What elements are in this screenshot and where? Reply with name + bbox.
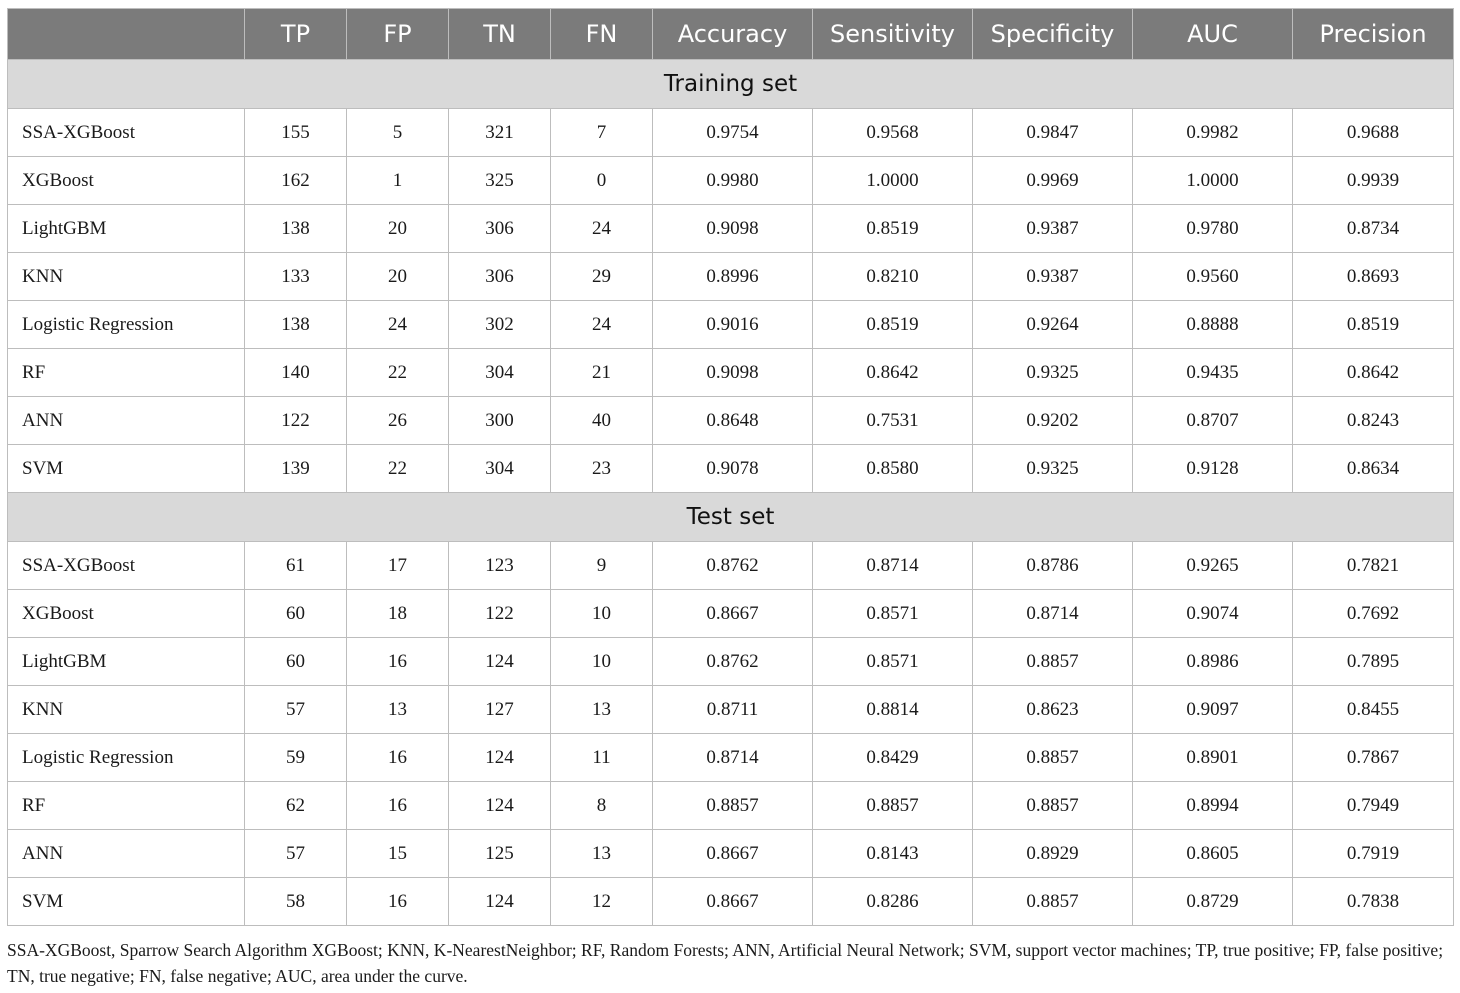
cell-specificity: 0.8857 (973, 878, 1133, 926)
cell-fn: 24 (551, 301, 653, 349)
cell-accuracy: 0.9098 (653, 349, 813, 397)
cell-auc: 0.8605 (1133, 830, 1293, 878)
cell-fp: 26 (347, 397, 449, 445)
cell-fn: 13 (551, 686, 653, 734)
cell-model: LightGBM (8, 205, 245, 253)
cell-sensitivity: 0.9568 (813, 109, 973, 157)
cell-tp: 140 (245, 349, 347, 397)
cell-tn: 321 (449, 109, 551, 157)
cell-fp: 16 (347, 638, 449, 686)
cell-tp: 138 (245, 205, 347, 253)
cell-specificity: 0.9969 (973, 157, 1133, 205)
cell-precision: 0.7919 (1293, 830, 1454, 878)
cell-tn: 127 (449, 686, 551, 734)
cell-sensitivity: 1.0000 (813, 157, 973, 205)
cell-sensitivity: 0.8143 (813, 830, 973, 878)
cell-tn: 124 (449, 878, 551, 926)
cell-precision: 0.7838 (1293, 878, 1454, 926)
cell-fn: 13 (551, 830, 653, 878)
cell-precision: 0.8634 (1293, 445, 1454, 493)
cell-fp: 16 (347, 734, 449, 782)
cell-fn: 7 (551, 109, 653, 157)
cell-fp: 18 (347, 590, 449, 638)
cell-auc: 0.8888 (1133, 301, 1293, 349)
cell-fp: 24 (347, 301, 449, 349)
cell-precision: 0.7821 (1293, 542, 1454, 590)
cell-model: Logistic Regression (8, 301, 245, 349)
section-title: Training set (8, 60, 1454, 109)
cell-auc: 0.9128 (1133, 445, 1293, 493)
cell-tp: 57 (245, 830, 347, 878)
header-cell-tn: TN (449, 9, 551, 60)
cell-sensitivity: 0.8571 (813, 590, 973, 638)
cell-model: ANN (8, 830, 245, 878)
cell-fp: 17 (347, 542, 449, 590)
cell-fn: 23 (551, 445, 653, 493)
table-row (8, 109, 1454, 157)
table-row (8, 734, 1454, 782)
cell-fp: 5 (347, 109, 449, 157)
cell-tn: 306 (449, 205, 551, 253)
cell-sensitivity: 0.8580 (813, 445, 973, 493)
cell-auc: 0.8994 (1133, 782, 1293, 830)
cell-tn: 325 (449, 157, 551, 205)
cell-fn: 40 (551, 397, 653, 445)
header-cell-sensitivity: Sensitivity (813, 9, 973, 60)
section-row (8, 60, 1454, 109)
cell-tn: 124 (449, 734, 551, 782)
cell-tn: 300 (449, 397, 551, 445)
table-row (8, 830, 1454, 878)
cell-model: RF (8, 349, 245, 397)
cell-tn: 302 (449, 301, 551, 349)
cell-tp: 62 (245, 782, 347, 830)
cell-auc: 0.8729 (1133, 878, 1293, 926)
cell-auc: 0.9097 (1133, 686, 1293, 734)
cell-accuracy: 0.9016 (653, 301, 813, 349)
cell-model: KNN (8, 253, 245, 301)
cell-precision: 0.8243 (1293, 397, 1454, 445)
cell-precision: 0.8693 (1293, 253, 1454, 301)
table-body (8, 60, 1454, 926)
cell-sensitivity: 0.7531 (813, 397, 973, 445)
cell-model: XGBoost (8, 157, 245, 205)
cell-auc: 0.8901 (1133, 734, 1293, 782)
cell-tp: 155 (245, 109, 347, 157)
cell-sensitivity: 0.8210 (813, 253, 973, 301)
cell-model: XGBoost (8, 590, 245, 638)
cell-fn: 0 (551, 157, 653, 205)
table-row (8, 638, 1454, 686)
table-row (8, 686, 1454, 734)
cell-sensitivity: 0.8642 (813, 349, 973, 397)
cell-tp: 162 (245, 157, 347, 205)
cell-tp: 139 (245, 445, 347, 493)
cell-fn: 24 (551, 205, 653, 253)
cell-accuracy: 0.8648 (653, 397, 813, 445)
cell-specificity: 0.8714 (973, 590, 1133, 638)
cell-sensitivity: 0.8429 (813, 734, 973, 782)
cell-sensitivity: 0.8519 (813, 301, 973, 349)
table-row (8, 782, 1454, 830)
cell-specificity: 0.9325 (973, 445, 1133, 493)
header-cell-model (8, 9, 245, 60)
cell-auc: 0.8986 (1133, 638, 1293, 686)
cell-tn: 304 (449, 349, 551, 397)
table-row (8, 157, 1454, 205)
cell-sensitivity: 0.8571 (813, 638, 973, 686)
cell-specificity: 0.9387 (973, 253, 1133, 301)
cell-specificity: 0.9325 (973, 349, 1133, 397)
cell-accuracy: 0.9754 (653, 109, 813, 157)
header-cell-tp: TP (245, 9, 347, 60)
cell-fp: 1 (347, 157, 449, 205)
cell-fp: 16 (347, 878, 449, 926)
cell-auc: 0.9435 (1133, 349, 1293, 397)
cell-fn: 8 (551, 782, 653, 830)
cell-auc: 0.9074 (1133, 590, 1293, 638)
cell-sensitivity: 0.8857 (813, 782, 973, 830)
cell-fn: 9 (551, 542, 653, 590)
cell-sensitivity: 0.8814 (813, 686, 973, 734)
cell-sensitivity: 0.8519 (813, 205, 973, 253)
cell-sensitivity: 0.8286 (813, 878, 973, 926)
cell-accuracy: 0.9098 (653, 205, 813, 253)
cell-precision: 0.9688 (1293, 109, 1454, 157)
cell-accuracy: 0.8667 (653, 878, 813, 926)
cell-tn: 124 (449, 638, 551, 686)
cell-tp: 57 (245, 686, 347, 734)
cell-tn: 304 (449, 445, 551, 493)
cell-model: Logistic Regression (8, 734, 245, 782)
table-row (8, 445, 1454, 493)
table-row (8, 205, 1454, 253)
cell-fp: 13 (347, 686, 449, 734)
cell-specificity: 0.9387 (973, 205, 1133, 253)
cell-accuracy: 0.8762 (653, 638, 813, 686)
results-table-container (7, 8, 1453, 926)
cell-tn: 125 (449, 830, 551, 878)
cell-fp: 20 (347, 253, 449, 301)
cell-specificity: 0.8929 (973, 830, 1133, 878)
header-cell-fn: FN (551, 9, 653, 60)
cell-precision: 0.7895 (1293, 638, 1454, 686)
header-cell-auc: AUC (1133, 9, 1293, 60)
cell-model: SVM (8, 878, 245, 926)
cell-auc: 0.9265 (1133, 542, 1293, 590)
cell-precision: 0.9939 (1293, 157, 1454, 205)
cell-fn: 29 (551, 253, 653, 301)
cell-specificity: 0.8786 (973, 542, 1133, 590)
cell-accuracy: 0.8857 (653, 782, 813, 830)
cell-precision: 0.7867 (1293, 734, 1454, 782)
header-cell-specificity: Specificity (973, 9, 1133, 60)
cell-precision: 0.8642 (1293, 349, 1454, 397)
cell-auc: 0.8707 (1133, 397, 1293, 445)
cell-tn: 122 (449, 590, 551, 638)
cell-fp: 22 (347, 349, 449, 397)
cell-model: SVM (8, 445, 245, 493)
cell-fp: 20 (347, 205, 449, 253)
cell-precision: 0.8455 (1293, 686, 1454, 734)
cell-tn: 123 (449, 542, 551, 590)
cell-tp: 122 (245, 397, 347, 445)
cell-sensitivity: 0.8714 (813, 542, 973, 590)
cell-fp: 15 (347, 830, 449, 878)
cell-model: RF (8, 782, 245, 830)
cell-accuracy: 0.8711 (653, 686, 813, 734)
section-row (8, 493, 1454, 542)
cell-accuracy: 0.9078 (653, 445, 813, 493)
header-cell-accuracy: Accuracy (653, 9, 813, 60)
cell-tn: 306 (449, 253, 551, 301)
table-row (8, 397, 1454, 445)
cell-tp: 59 (245, 734, 347, 782)
cell-precision: 0.7949 (1293, 782, 1454, 830)
cell-specificity: 0.9202 (973, 397, 1133, 445)
cell-specificity: 0.8857 (973, 782, 1133, 830)
cell-precision: 0.8519 (1293, 301, 1454, 349)
cell-fn: 12 (551, 878, 653, 926)
cell-tp: 61 (245, 542, 347, 590)
table-row (8, 542, 1454, 590)
table-row (8, 349, 1454, 397)
cell-fn: 21 (551, 349, 653, 397)
cell-model: SSA-XGBoost (8, 109, 245, 157)
cell-precision: 0.7692 (1293, 590, 1454, 638)
header-row (8, 9, 1454, 60)
section-title: Test set (8, 493, 1454, 542)
header-cell-precision: Precision (1293, 9, 1454, 60)
cell-auc: 0.9982 (1133, 109, 1293, 157)
cell-accuracy: 0.9980 (653, 157, 813, 205)
cell-specificity: 0.9847 (973, 109, 1133, 157)
cell-fp: 22 (347, 445, 449, 493)
cell-fp: 16 (347, 782, 449, 830)
cell-tp: 133 (245, 253, 347, 301)
table-row (8, 253, 1454, 301)
table-row (8, 878, 1454, 926)
cell-accuracy: 0.8996 (653, 253, 813, 301)
cell-auc: 0.9780 (1133, 205, 1293, 253)
cell-model: SSA-XGBoost (8, 542, 245, 590)
table-footnote: SSA-XGBoost, Sparrow Search Algorithm XGBoost; KNN, K-NearestNeighbor; RF, Random Forests; ANN, Artificial Neural Network; SVM, support vector machines; TP, true positive; FP, false positive; TN, true negative; FN, false negative; AUC, area under the curve. (7, 940, 1444, 986)
cell-tp: 58 (245, 878, 347, 926)
cell-fn: 10 (551, 638, 653, 686)
cell-fn: 10 (551, 590, 653, 638)
cell-specificity: 0.8857 (973, 638, 1133, 686)
cell-model: ANN (8, 397, 245, 445)
cell-accuracy: 0.8762 (653, 542, 813, 590)
header-cell-fp: FP (347, 9, 449, 60)
cell-specificity: 0.8623 (973, 686, 1133, 734)
table-row (8, 301, 1454, 349)
table-row (8, 590, 1454, 638)
cell-fn: 11 (551, 734, 653, 782)
cell-specificity: 0.8857 (973, 734, 1133, 782)
cell-tn: 124 (449, 782, 551, 830)
results-table (7, 8, 1454, 926)
cell-accuracy: 0.8667 (653, 590, 813, 638)
cell-auc: 1.0000 (1133, 157, 1293, 205)
cell-specificity: 0.9264 (973, 301, 1133, 349)
cell-model: KNN (8, 686, 245, 734)
cell-tp: 60 (245, 590, 347, 638)
cell-auc: 0.9560 (1133, 253, 1293, 301)
cell-tp: 138 (245, 301, 347, 349)
cell-accuracy: 0.8714 (653, 734, 813, 782)
cell-tp: 60 (245, 638, 347, 686)
cell-accuracy: 0.8667 (653, 830, 813, 878)
cell-model: LightGBM (8, 638, 245, 686)
cell-precision: 0.8734 (1293, 205, 1454, 253)
